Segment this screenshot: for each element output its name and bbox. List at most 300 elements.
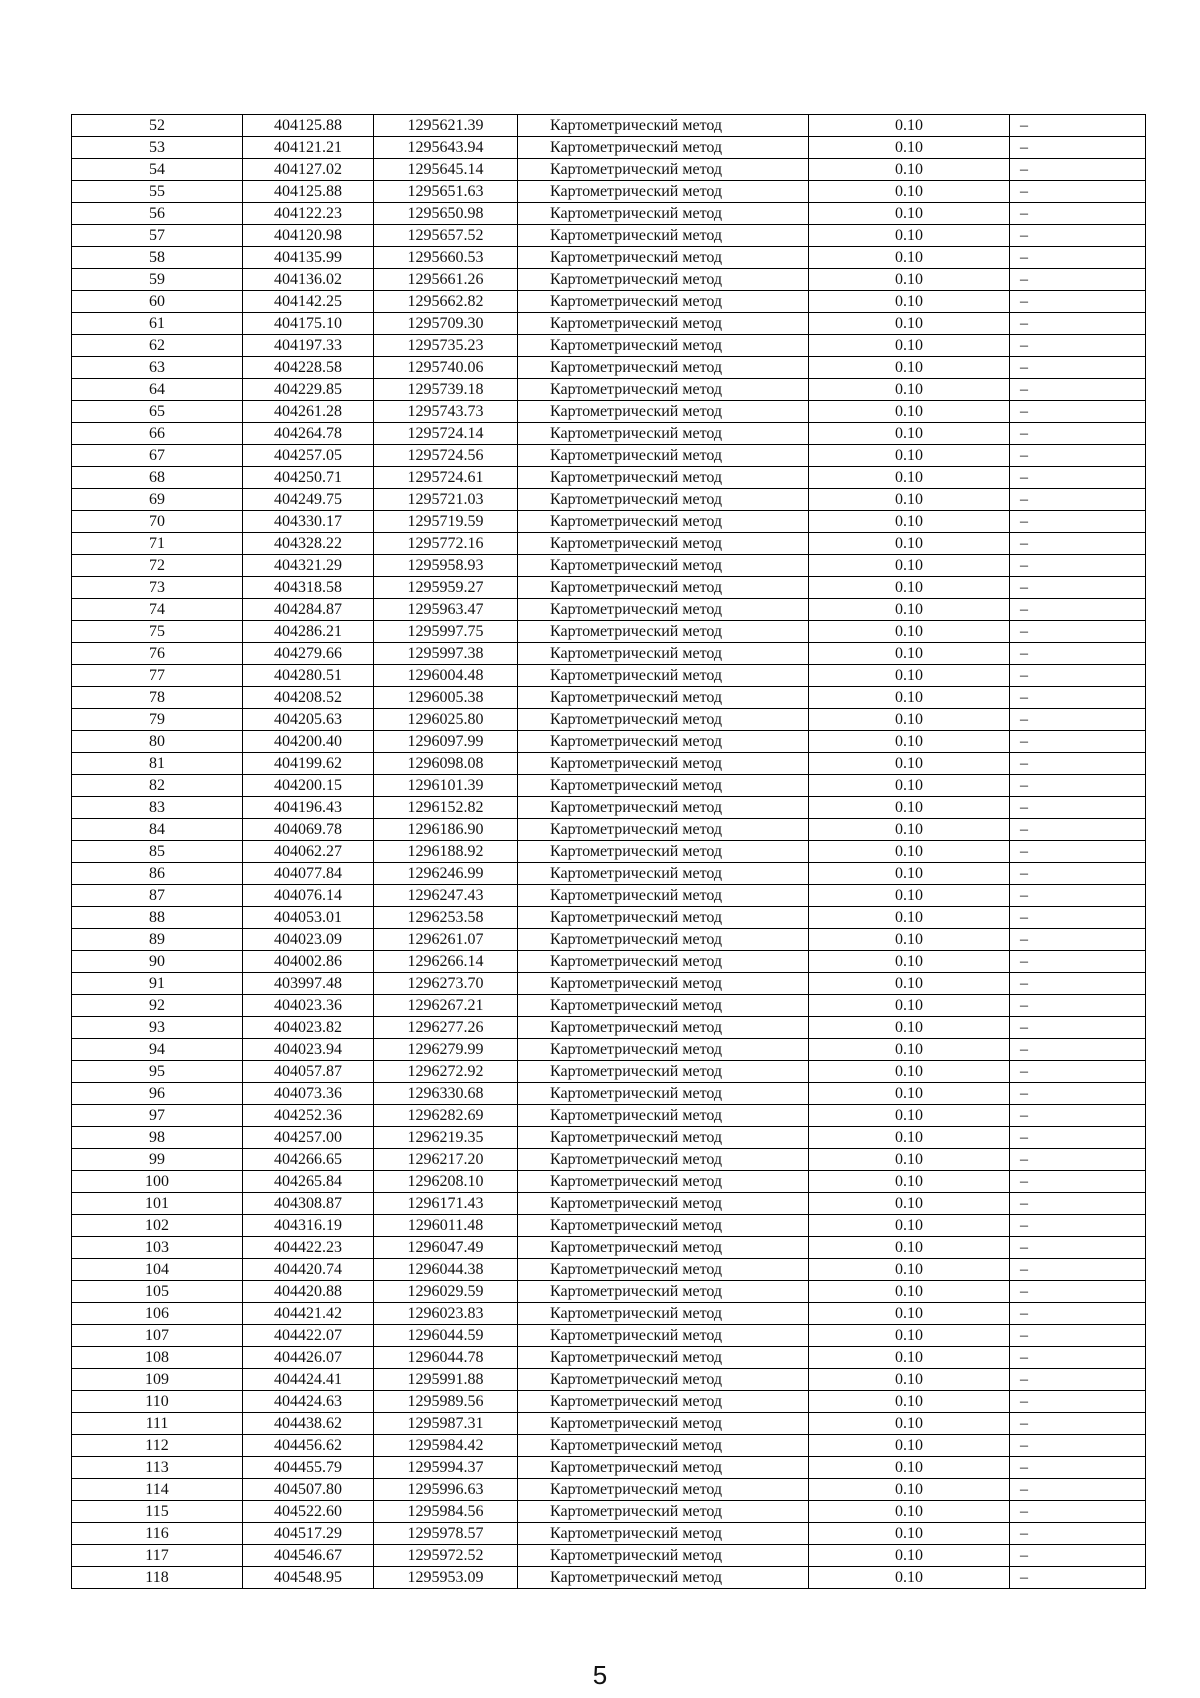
point-number-cell: 71	[72, 533, 243, 555]
x-coordinate-cell: 404548.95	[243, 1567, 374, 1589]
note-cell: –	[1010, 819, 1146, 841]
table-row	[72, 1215, 1146, 1237]
method-cell: Картометрический метод	[518, 115, 809, 137]
note-cell: –	[1010, 1193, 1146, 1215]
accuracy-cell: 0.10	[809, 863, 1010, 885]
method-cell: Картометрический метод	[518, 1391, 809, 1413]
x-coordinate-cell: 403997.48	[243, 973, 374, 995]
point-number-cell: 60	[72, 291, 243, 313]
point-number-cell: 105	[72, 1281, 243, 1303]
note-cell: –	[1010, 973, 1146, 995]
y-coordinate-cell: 1295657.52	[374, 225, 518, 247]
method-cell: Картометрический метод	[518, 819, 809, 841]
method-cell: Картометрический метод	[518, 269, 809, 291]
point-number-cell: 52	[72, 115, 243, 137]
x-coordinate-cell: 404421.42	[243, 1303, 374, 1325]
point-number-cell: 116	[72, 1523, 243, 1545]
x-coordinate-cell: 404250.71	[243, 467, 374, 489]
table-row	[72, 291, 1146, 313]
note-cell: –	[1010, 357, 1146, 379]
point-number-cell: 65	[72, 401, 243, 423]
accuracy-cell: 0.10	[809, 1083, 1010, 1105]
y-coordinate-cell: 1296011.48	[374, 1215, 518, 1237]
accuracy-cell: 0.10	[809, 467, 1010, 489]
method-cell: Картометрический метод	[518, 1435, 809, 1457]
point-number-cell: 98	[72, 1127, 243, 1149]
table-row	[72, 863, 1146, 885]
note-cell: –	[1010, 1127, 1146, 1149]
table-row	[72, 1061, 1146, 1083]
accuracy-cell: 0.10	[809, 995, 1010, 1017]
table-row	[72, 1149, 1146, 1171]
point-number-cell: 66	[72, 423, 243, 445]
table-row	[72, 753, 1146, 775]
note-cell: –	[1010, 1501, 1146, 1523]
method-cell: Картометрический метод	[518, 907, 809, 929]
note-cell: –	[1010, 511, 1146, 533]
table-row	[72, 1281, 1146, 1303]
table-row	[72, 643, 1146, 665]
note-cell: –	[1010, 1061, 1146, 1083]
note-cell: –	[1010, 1457, 1146, 1479]
x-coordinate-cell: 404023.94	[243, 1039, 374, 1061]
x-coordinate-cell: 404264.78	[243, 423, 374, 445]
table-row	[72, 577, 1146, 599]
point-number-cell: 97	[72, 1105, 243, 1127]
table-row	[72, 885, 1146, 907]
method-cell: Картометрический метод	[518, 599, 809, 621]
note-cell: –	[1010, 841, 1146, 863]
x-coordinate-cell: 404228.58	[243, 357, 374, 379]
x-coordinate-cell: 404252.36	[243, 1105, 374, 1127]
note-cell: –	[1010, 247, 1146, 269]
point-number-cell: 58	[72, 247, 243, 269]
y-coordinate-cell: 1296208.10	[374, 1171, 518, 1193]
y-coordinate-cell: 1295984.42	[374, 1435, 518, 1457]
method-cell: Картометрический метод	[518, 379, 809, 401]
accuracy-cell: 0.10	[809, 1127, 1010, 1149]
point-number-cell: 57	[72, 225, 243, 247]
point-number-cell: 61	[72, 313, 243, 335]
note-cell: –	[1010, 1083, 1146, 1105]
accuracy-cell: 0.10	[809, 313, 1010, 335]
table-row	[72, 379, 1146, 401]
note-cell: –	[1010, 797, 1146, 819]
table-row	[72, 621, 1146, 643]
method-cell: Картометрический метод	[518, 137, 809, 159]
method-cell: Картометрический метод	[518, 511, 809, 533]
accuracy-cell: 0.10	[809, 1105, 1010, 1127]
x-coordinate-cell: 404120.98	[243, 225, 374, 247]
accuracy-cell: 0.10	[809, 1435, 1010, 1457]
table-row	[72, 1259, 1146, 1281]
note-cell: –	[1010, 665, 1146, 687]
x-coordinate-cell: 404023.36	[243, 995, 374, 1017]
accuracy-cell: 0.10	[809, 885, 1010, 907]
method-cell: Картометрический метод	[518, 1479, 809, 1501]
y-coordinate-cell: 1295987.31	[374, 1413, 518, 1435]
point-number-cell: 94	[72, 1039, 243, 1061]
note-cell: –	[1010, 1435, 1146, 1457]
point-number-cell: 53	[72, 137, 243, 159]
y-coordinate-cell: 1295662.82	[374, 291, 518, 313]
note-cell: –	[1010, 203, 1146, 225]
point-number-cell: 95	[72, 1061, 243, 1083]
x-coordinate-cell: 404308.87	[243, 1193, 374, 1215]
accuracy-cell: 0.10	[809, 159, 1010, 181]
x-coordinate-cell: 404125.88	[243, 115, 374, 137]
accuracy-cell: 0.10	[809, 775, 1010, 797]
method-cell: Картометрический метод	[518, 335, 809, 357]
x-coordinate-cell: 404135.99	[243, 247, 374, 269]
note-cell: –	[1010, 1303, 1146, 1325]
method-cell: Картометрический метод	[518, 1061, 809, 1083]
y-coordinate-cell: 1296188.92	[374, 841, 518, 863]
point-number-cell: 85	[72, 841, 243, 863]
x-coordinate-cell: 404318.58	[243, 577, 374, 599]
y-coordinate-cell: 1295997.75	[374, 621, 518, 643]
page-number: 5	[592, 1660, 608, 1690]
note-cell: –	[1010, 995, 1146, 1017]
accuracy-cell: 0.10	[809, 1237, 1010, 1259]
table-row	[72, 709, 1146, 731]
point-number-cell: 80	[72, 731, 243, 753]
table-row	[72, 665, 1146, 687]
accuracy-cell: 0.10	[809, 819, 1010, 841]
method-cell: Картометрический метод	[518, 1171, 809, 1193]
note-cell: –	[1010, 1215, 1146, 1237]
x-coordinate-cell: 404456.62	[243, 1435, 374, 1457]
x-coordinate-cell: 404265.84	[243, 1171, 374, 1193]
method-cell: Картометрический метод	[518, 929, 809, 951]
note-cell: –	[1010, 181, 1146, 203]
y-coordinate-cell: 1296023.83	[374, 1303, 518, 1325]
accuracy-cell: 0.10	[809, 1039, 1010, 1061]
point-number-cell: 73	[72, 577, 243, 599]
note-cell: –	[1010, 929, 1146, 951]
note-cell: –	[1010, 137, 1146, 159]
x-coordinate-cell: 404330.17	[243, 511, 374, 533]
note-cell: –	[1010, 159, 1146, 181]
y-coordinate-cell: 1295721.03	[374, 489, 518, 511]
y-coordinate-cell: 1295958.93	[374, 555, 518, 577]
table-row	[72, 423, 1146, 445]
note-cell: –	[1010, 1325, 1146, 1347]
method-cell: Картометрический метод	[518, 1105, 809, 1127]
note-cell: –	[1010, 489, 1146, 511]
accuracy-cell: 0.10	[809, 1171, 1010, 1193]
method-cell: Картометрический метод	[518, 1193, 809, 1215]
y-coordinate-cell: 1295991.88	[374, 1369, 518, 1391]
method-cell: Картометрический метод	[518, 1303, 809, 1325]
note-cell: –	[1010, 1039, 1146, 1061]
accuracy-cell: 0.10	[809, 225, 1010, 247]
x-coordinate-cell: 404424.41	[243, 1369, 374, 1391]
method-cell: Картометрический метод	[518, 1127, 809, 1149]
y-coordinate-cell: 1296186.90	[374, 819, 518, 841]
accuracy-cell: 0.10	[809, 1061, 1010, 1083]
point-number-cell: 70	[72, 511, 243, 533]
point-number-cell: 111	[72, 1413, 243, 1435]
method-cell: Картометрический метод	[518, 885, 809, 907]
point-number-cell: 68	[72, 467, 243, 489]
y-coordinate-cell: 1295740.06	[374, 357, 518, 379]
accuracy-cell: 0.10	[809, 357, 1010, 379]
method-cell: Картометрический метод	[518, 1017, 809, 1039]
method-cell: Картометрический метод	[518, 731, 809, 753]
method-cell: Картометрический метод	[518, 1523, 809, 1545]
method-cell: Картометрический метод	[518, 1567, 809, 1589]
table-row	[72, 467, 1146, 489]
accuracy-cell: 0.10	[809, 247, 1010, 269]
method-cell: Картометрический метод	[518, 555, 809, 577]
note-cell: –	[1010, 775, 1146, 797]
point-number-cell: 72	[72, 555, 243, 577]
table-row	[72, 533, 1146, 555]
method-cell: Картометрический метод	[518, 621, 809, 643]
accuracy-cell: 0.10	[809, 621, 1010, 643]
accuracy-cell: 0.10	[809, 687, 1010, 709]
y-coordinate-cell: 1295660.53	[374, 247, 518, 269]
point-number-cell: 106	[72, 1303, 243, 1325]
table-row	[72, 1193, 1146, 1215]
accuracy-cell: 0.10	[809, 1501, 1010, 1523]
note-cell: –	[1010, 1105, 1146, 1127]
y-coordinate-cell: 1296219.35	[374, 1127, 518, 1149]
x-coordinate-cell: 404266.65	[243, 1149, 374, 1171]
method-cell: Картометрический метод	[518, 1369, 809, 1391]
accuracy-cell: 0.10	[809, 1369, 1010, 1391]
x-coordinate-cell: 404002.86	[243, 951, 374, 973]
y-coordinate-cell: 1295661.26	[374, 269, 518, 291]
accuracy-cell: 0.10	[809, 1303, 1010, 1325]
note-cell: –	[1010, 621, 1146, 643]
coordinates-table-body	[72, 115, 1146, 1589]
y-coordinate-cell: 1295724.61	[374, 467, 518, 489]
point-number-cell: 63	[72, 357, 243, 379]
note-cell: –	[1010, 467, 1146, 489]
method-cell: Картометрический метод	[518, 247, 809, 269]
y-coordinate-cell: 1296044.38	[374, 1259, 518, 1281]
x-coordinate-cell: 404422.23	[243, 1237, 374, 1259]
point-number-cell: 54	[72, 159, 243, 181]
point-number-cell: 93	[72, 1017, 243, 1039]
point-number-cell: 67	[72, 445, 243, 467]
table-row	[72, 1369, 1146, 1391]
note-cell: –	[1010, 379, 1146, 401]
y-coordinate-cell: 1296266.14	[374, 951, 518, 973]
accuracy-cell: 0.10	[809, 1545, 1010, 1567]
note-cell: –	[1010, 423, 1146, 445]
note-cell: –	[1010, 863, 1146, 885]
point-number-cell: 56	[72, 203, 243, 225]
table-row	[72, 203, 1146, 225]
accuracy-cell: 0.10	[809, 643, 1010, 665]
x-coordinate-cell: 404455.79	[243, 1457, 374, 1479]
x-coordinate-cell: 404286.21	[243, 621, 374, 643]
table-row	[72, 995, 1146, 1017]
x-coordinate-cell: 404517.29	[243, 1523, 374, 1545]
x-coordinate-cell: 404023.09	[243, 929, 374, 951]
point-number-cell: 115	[72, 1501, 243, 1523]
x-coordinate-cell: 404328.22	[243, 533, 374, 555]
accuracy-cell: 0.10	[809, 115, 1010, 137]
note-cell: –	[1010, 577, 1146, 599]
accuracy-cell: 0.10	[809, 753, 1010, 775]
note-cell: –	[1010, 335, 1146, 357]
note-cell: –	[1010, 599, 1146, 621]
x-coordinate-cell: 404077.84	[243, 863, 374, 885]
point-number-cell: 96	[72, 1083, 243, 1105]
accuracy-cell: 0.10	[809, 1479, 1010, 1501]
accuracy-cell: 0.10	[809, 841, 1010, 863]
note-cell: –	[1010, 1149, 1146, 1171]
note-cell: –	[1010, 445, 1146, 467]
y-coordinate-cell: 1296247.43	[374, 885, 518, 907]
y-coordinate-cell: 1296005.38	[374, 687, 518, 709]
method-cell: Картометрический метод	[518, 1083, 809, 1105]
accuracy-cell: 0.10	[809, 1391, 1010, 1413]
point-number-cell: 89	[72, 929, 243, 951]
y-coordinate-cell: 1296330.68	[374, 1083, 518, 1105]
accuracy-cell: 0.10	[809, 379, 1010, 401]
y-coordinate-cell: 1296273.70	[374, 973, 518, 995]
point-number-cell: 76	[72, 643, 243, 665]
table-row	[72, 357, 1146, 379]
x-coordinate-cell: 404076.14	[243, 885, 374, 907]
point-number-cell: 64	[72, 379, 243, 401]
point-number-cell: 86	[72, 863, 243, 885]
point-number-cell: 84	[72, 819, 243, 841]
method-cell: Картометрический метод	[518, 973, 809, 995]
table-row	[72, 555, 1146, 577]
note-cell: –	[1010, 115, 1146, 137]
accuracy-cell: 0.10	[809, 665, 1010, 687]
method-cell: Картометрический метод	[518, 1281, 809, 1303]
method-cell: Картометрический метод	[518, 797, 809, 819]
table-row	[72, 313, 1146, 335]
table-row	[72, 1457, 1146, 1479]
y-coordinate-cell: 1296152.82	[374, 797, 518, 819]
coordinates-table	[71, 114, 1146, 1589]
y-coordinate-cell: 1296044.59	[374, 1325, 518, 1347]
note-cell: –	[1010, 1171, 1146, 1193]
method-cell: Картометрический метод	[518, 357, 809, 379]
point-number-cell: 79	[72, 709, 243, 731]
x-coordinate-cell: 404280.51	[243, 665, 374, 687]
x-coordinate-cell: 404424.63	[243, 1391, 374, 1413]
point-number-cell: 109	[72, 1369, 243, 1391]
method-cell: Картометрический метод	[518, 1457, 809, 1479]
note-cell: –	[1010, 885, 1146, 907]
x-coordinate-cell: 404426.07	[243, 1347, 374, 1369]
method-cell: Картометрический метод	[518, 1545, 809, 1567]
note-cell: –	[1010, 1567, 1146, 1589]
y-coordinate-cell: 1295621.39	[374, 115, 518, 137]
x-coordinate-cell: 404261.28	[243, 401, 374, 423]
method-cell: Картометрический метод	[518, 401, 809, 423]
method-cell: Картометрический метод	[518, 665, 809, 687]
y-coordinate-cell: 1295719.59	[374, 511, 518, 533]
x-coordinate-cell: 404257.05	[243, 445, 374, 467]
accuracy-cell: 0.10	[809, 1149, 1010, 1171]
accuracy-cell: 0.10	[809, 203, 1010, 225]
table-row	[72, 1105, 1146, 1127]
x-coordinate-cell: 404057.87	[243, 1061, 374, 1083]
accuracy-cell: 0.10	[809, 533, 1010, 555]
accuracy-cell: 0.10	[809, 445, 1010, 467]
y-coordinate-cell: 1296004.48	[374, 665, 518, 687]
accuracy-cell: 0.10	[809, 731, 1010, 753]
y-coordinate-cell: 1296272.92	[374, 1061, 518, 1083]
x-coordinate-cell: 404249.75	[243, 489, 374, 511]
point-number-cell: 92	[72, 995, 243, 1017]
x-coordinate-cell: 404420.74	[243, 1259, 374, 1281]
table-row	[72, 401, 1146, 423]
y-coordinate-cell: 1295724.56	[374, 445, 518, 467]
x-coordinate-cell: 404205.63	[243, 709, 374, 731]
x-coordinate-cell: 404023.82	[243, 1017, 374, 1039]
note-cell: –	[1010, 1413, 1146, 1435]
y-coordinate-cell: 1296267.21	[374, 995, 518, 1017]
point-number-cell: 87	[72, 885, 243, 907]
table-row	[72, 1501, 1146, 1523]
x-coordinate-cell: 404127.02	[243, 159, 374, 181]
accuracy-cell: 0.10	[809, 907, 1010, 929]
note-cell: –	[1010, 313, 1146, 335]
y-coordinate-cell: 1295735.23	[374, 335, 518, 357]
point-number-cell: 91	[72, 973, 243, 995]
point-number-cell: 69	[72, 489, 243, 511]
note-cell: –	[1010, 709, 1146, 731]
point-number-cell: 100	[72, 1171, 243, 1193]
x-coordinate-cell: 404122.23	[243, 203, 374, 225]
point-number-cell: 77	[72, 665, 243, 687]
note-cell: –	[1010, 643, 1146, 665]
table-row	[72, 687, 1146, 709]
y-coordinate-cell: 1296217.20	[374, 1149, 518, 1171]
note-cell: –	[1010, 1369, 1146, 1391]
table-row	[72, 775, 1146, 797]
accuracy-cell: 0.10	[809, 511, 1010, 533]
method-cell: Картометрический метод	[518, 995, 809, 1017]
x-coordinate-cell: 404200.40	[243, 731, 374, 753]
y-coordinate-cell: 1295984.56	[374, 1501, 518, 1523]
table-row	[72, 225, 1146, 247]
y-coordinate-cell: 1296277.26	[374, 1017, 518, 1039]
table-row	[72, 951, 1146, 973]
point-number-cell: 118	[72, 1567, 243, 1589]
y-coordinate-cell: 1295772.16	[374, 533, 518, 555]
y-coordinate-cell: 1295963.47	[374, 599, 518, 621]
accuracy-cell: 0.10	[809, 181, 1010, 203]
point-number-cell: 101	[72, 1193, 243, 1215]
method-cell: Картометрический метод	[518, 203, 809, 225]
table-row	[72, 907, 1146, 929]
table-row	[72, 1545, 1146, 1567]
x-coordinate-cell: 404257.00	[243, 1127, 374, 1149]
point-number-cell: 90	[72, 951, 243, 973]
y-coordinate-cell: 1295743.73	[374, 401, 518, 423]
point-number-cell: 113	[72, 1457, 243, 1479]
accuracy-cell: 0.10	[809, 1017, 1010, 1039]
x-coordinate-cell: 404208.52	[243, 687, 374, 709]
point-number-cell: 114	[72, 1479, 243, 1501]
x-coordinate-cell: 404522.60	[243, 1501, 374, 1523]
point-number-cell: 108	[72, 1347, 243, 1369]
method-cell: Картометрический метод	[518, 1149, 809, 1171]
point-number-cell: 74	[72, 599, 243, 621]
